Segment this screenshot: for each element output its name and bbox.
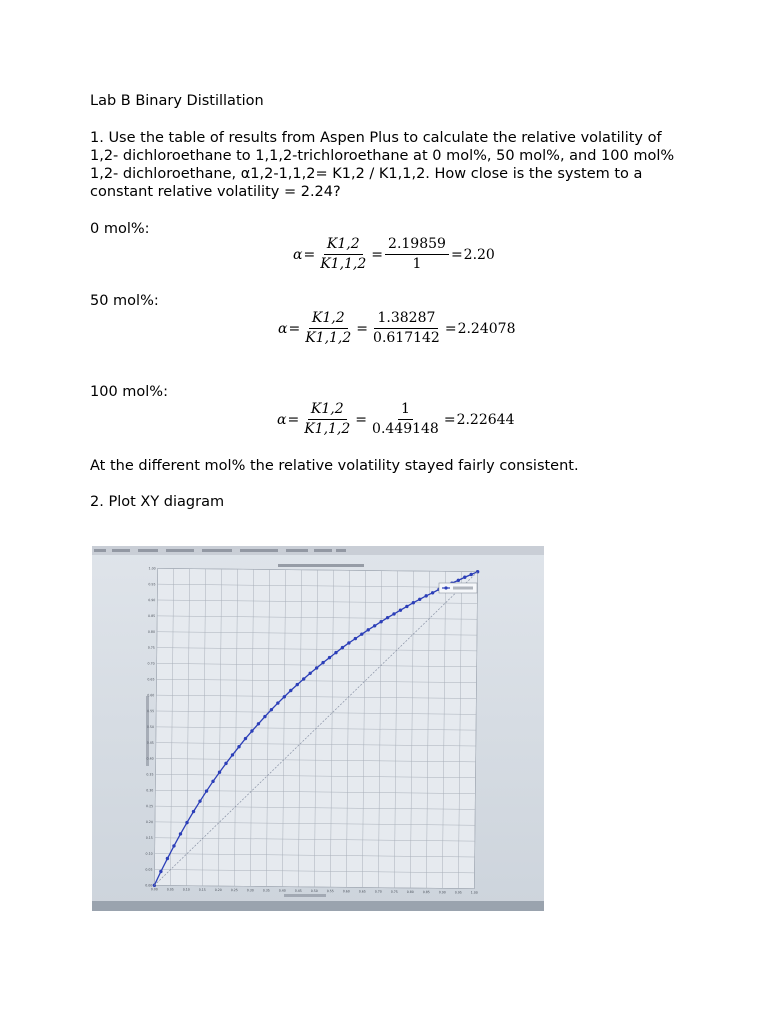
x-tick-label: 0.20: [214, 887, 222, 893]
y-tick-label: 0.10: [145, 851, 153, 856]
equation-0-mol: α = $\frac{K1,2}{K1,1,2}$ = $\frac{2.19859}{1}$ = 2.20: [293, 236, 495, 272]
y-tick-label: 0.25: [146, 804, 154, 809]
y-tick-label: 0.60: [147, 693, 155, 698]
x-tick-label: 0.15: [198, 887, 206, 892]
x-tick-label: 0.65: [358, 889, 366, 894]
chart-legend: [439, 583, 477, 593]
tab-label-illegible: [202, 549, 232, 552]
y-tick-label: 0.50: [146, 724, 155, 730]
x-tick-label: 0.90: [438, 890, 446, 895]
x-tick-label: 0.30: [246, 888, 254, 893]
y-tick-label: 0.00: [145, 883, 153, 888]
legend-text-illegible: [453, 587, 473, 590]
y-tick-label: 0.35: [146, 772, 154, 777]
result-value: 2.24078: [457, 320, 516, 337]
x-tick-label: 0.70: [374, 889, 382, 894]
tab-label-illegible: [286, 549, 308, 552]
label-0-mol: 0 mol%:: [90, 221, 150, 237]
y-tick-label: 0.20: [145, 820, 154, 825]
x-tick-label: 0.80: [406, 889, 414, 895]
y-tick-label: 0.65: [147, 677, 155, 682]
k-ratio-fraction: [317, 236, 369, 273]
y-tick-label: 1.00: [148, 566, 156, 571]
denominator-value: 1: [412, 256, 422, 272]
denominator-value: 0.617142: [373, 330, 440, 346]
x-tick-label: 0.95: [454, 890, 462, 895]
x-tick-label: 0.60: [342, 889, 350, 894]
x-tick-label: 0.05: [166, 887, 174, 892]
tab-label-illegible: [138, 549, 158, 552]
alpha-symbol: α: [293, 246, 303, 263]
numerator-value: 2.19859: [385, 236, 449, 255]
k12-symbol: K1,2: [308, 401, 347, 420]
value-fraction: [385, 236, 449, 273]
k-ratio-fraction: [302, 310, 354, 347]
y-tick-label: 0.75: [147, 645, 155, 650]
label-100-mol: 100 mol%:: [90, 384, 168, 400]
x-tick-label: 1.00: [470, 890, 478, 895]
denominator-value: 0.449148: [372, 421, 439, 437]
conclusion: At the different mol% the relative volatility stayed fairly consistent.: [90, 458, 579, 474]
question-1: 1. Use the table of results from Aspen Plus to calculate the relative volatility of 1,2- dichloroethane to 1,1,2-trichloroethane at 0 mol%, 50 mol%, and 100 mol% 1,2- dichloroethane, α1,2-1,1,2= K1,2 / K1,1,2. How close is the system to a constant relative volatility = 2.24?: [90, 130, 675, 200]
numerator-value: 1: [398, 401, 413, 420]
tab-label-illegible: [166, 549, 194, 552]
y-tick-label: 0.90: [148, 598, 156, 603]
k112-symbol: K1,1,2: [305, 330, 352, 346]
label-50-mol: 50 mol%:: [90, 293, 159, 309]
xy-diagram-photo: [92, 546, 544, 911]
alpha-symbol: α: [277, 411, 287, 428]
x-tick-label: 0.55: [326, 889, 334, 894]
value-fraction: [370, 310, 443, 347]
x-tick-label: 0.40: [278, 888, 286, 893]
y-tick-label: 0.15: [145, 835, 153, 840]
x-tick-label: 0.00: [150, 887, 158, 892]
result-value: 2.22644: [456, 411, 515, 428]
tab-label-illegible: [112, 549, 130, 552]
k12-symbol: K1,2: [324, 236, 363, 255]
tab-label-illegible: [336, 549, 346, 552]
y-tick-label: 0.85: [148, 613, 156, 619]
tab-label-illegible: [240, 549, 278, 552]
alpha-symbol: α: [278, 320, 288, 337]
y-tick-label: 0.80: [147, 629, 156, 634]
x-tick-label: 0.35: [262, 888, 270, 893]
numerator-value: 1.38287: [374, 310, 438, 329]
k112-symbol: K1,1,2: [320, 256, 367, 272]
title: Lab B Binary Distillation: [90, 93, 264, 109]
x-tick-label: 0.25: [230, 888, 238, 893]
question-2: 2. Plot XY diagram: [90, 494, 225, 510]
tab-label-illegible: [94, 549, 106, 552]
x-tick-label: 0.75: [390, 889, 398, 894]
result-value: 2.20: [463, 246, 495, 263]
k-ratio-fraction: [301, 401, 353, 438]
x-tick-label: 0.45: [294, 888, 302, 893]
k112-symbol: K1,1,2: [304, 421, 351, 437]
y-tick-label: 0.70: [147, 661, 155, 666]
chart-title-illegible: [278, 564, 364, 567]
x-tick-label: 0.10: [182, 887, 190, 892]
y-tick-label: 0.05: [145, 867, 153, 872]
x-tick-label: 0.85: [422, 890, 430, 895]
y-axis-label-illegible: [146, 696, 149, 766]
y-tick-label: 0.30: [146, 788, 154, 793]
value-fraction: [369, 401, 442, 438]
equation-100-mol: α = $\frac{K1,2}{K1,1,2}$ = $\frac{1}{0.449148}$ = 2.22644: [277, 401, 515, 437]
k12-symbol: K1,2: [309, 310, 348, 329]
y-tick-label: 0.55: [147, 709, 155, 714]
photo-bottom-edge: [92, 901, 544, 911]
y-tick-label: 0.40: [146, 756, 154, 761]
xy-diagram-chart: [92, 546, 544, 911]
y-tick-label: 0.95: [148, 582, 156, 587]
tab-label-illegible: [314, 549, 332, 552]
x-axis-label-illegible: [284, 894, 326, 897]
y-tick-label: 0.45: [146, 740, 154, 745]
x-tick-label: 0.50: [310, 888, 318, 894]
equation-50-mol: α = $\frac{K1,2}{K1,1,2}$ = $\frac{1.38287}{0.617142}$ = 2.24078: [278, 310, 516, 346]
